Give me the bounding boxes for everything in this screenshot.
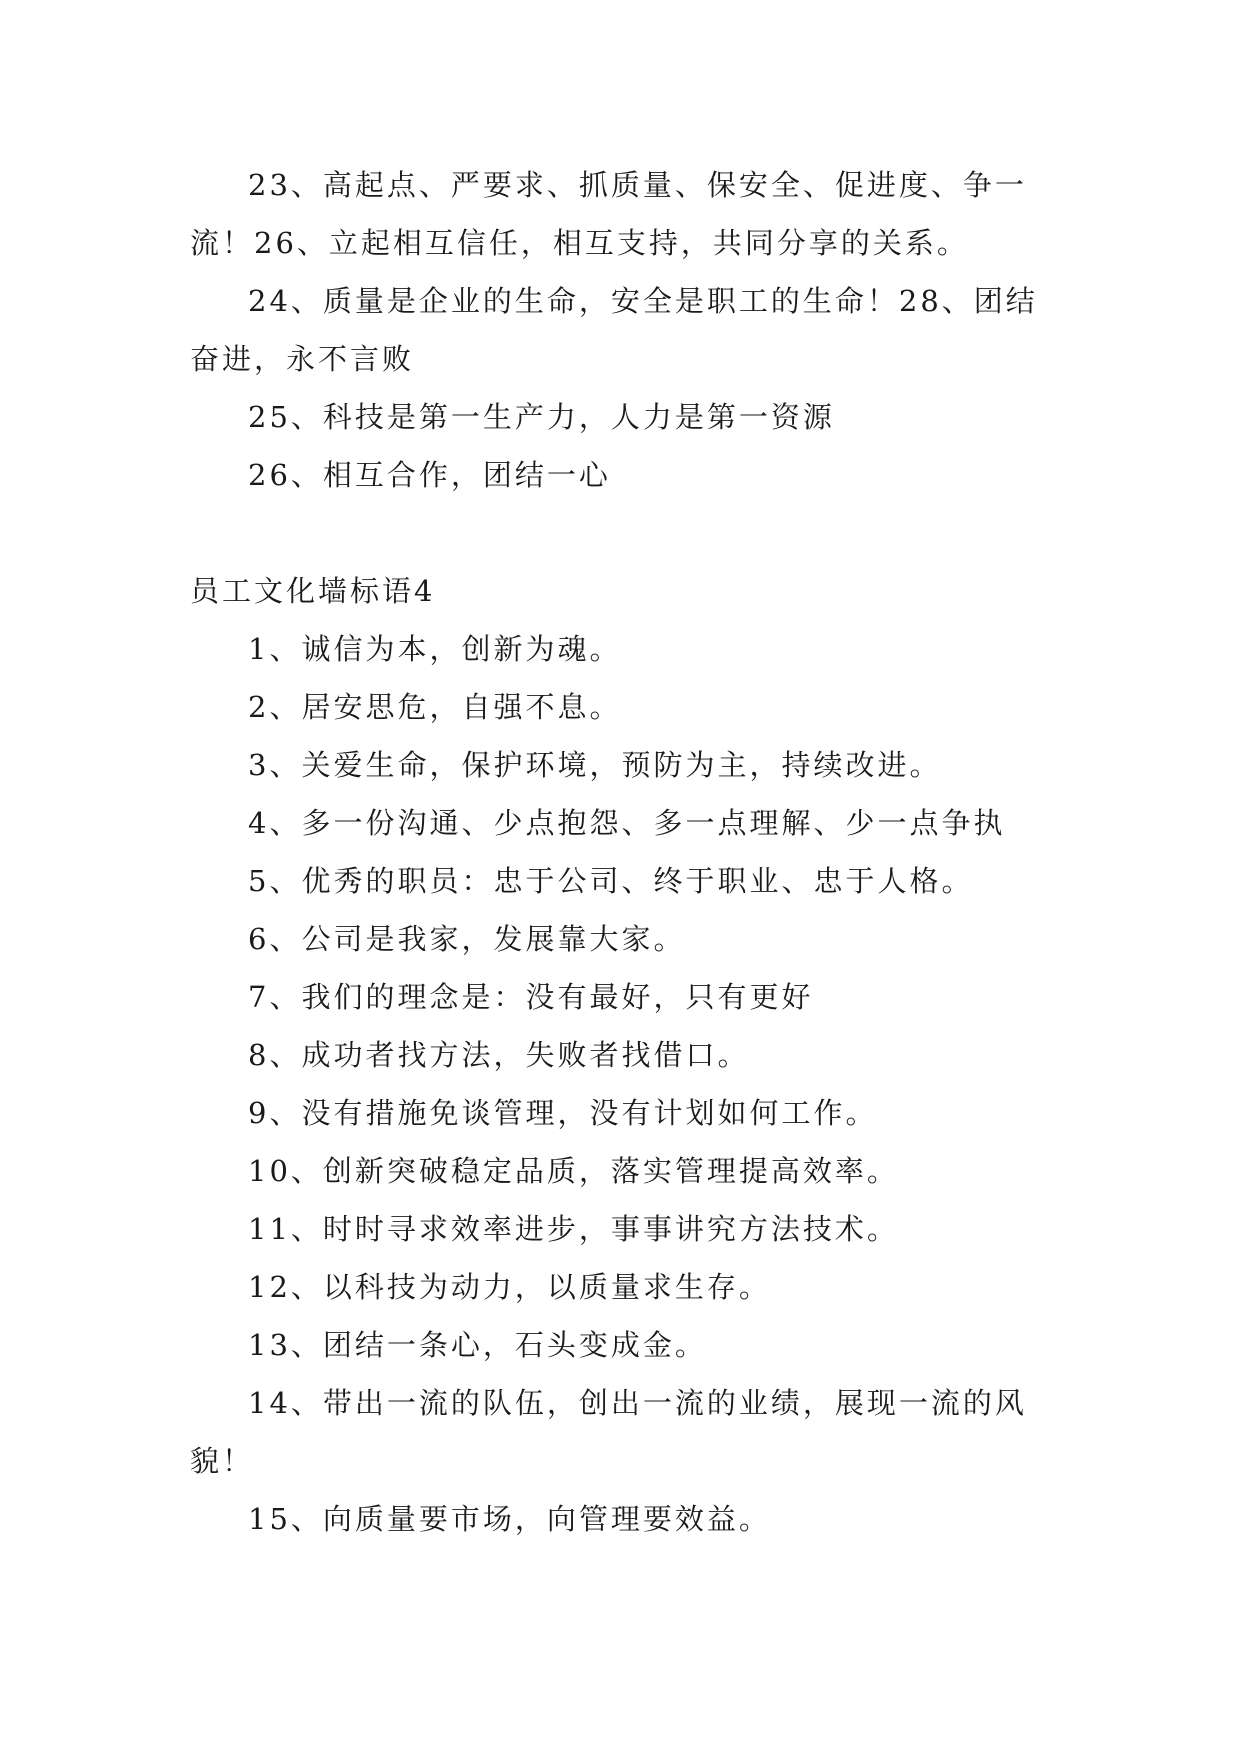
paragraph-15: 15、向质量要市场，向管理要效益。 (248, 1502, 771, 1536)
list-item: 8、成功者找方法，失败者找借口。 (248, 1038, 750, 1072)
list-item: 13、团结一条心，石头变成金。 (248, 1328, 707, 1362)
list-item: 1、诚信为本，创新为魂。 (248, 632, 622, 666)
list-item: 5、优秀的职员：忠于公司、终于职业、忠于人格。 (248, 864, 974, 898)
list-item: 4、多一份沟通、少点抱怨、多一点理解、少一点争执 (248, 806, 1006, 840)
paragraph-25: 25、科技是第一生产力，人力是第一资源 (248, 400, 835, 434)
paragraph-26: 26、相互合作，团结一心 (248, 458, 611, 492)
list-item: 6、公司是我家，发展靠大家。 (248, 922, 686, 956)
list-item: 9、没有措施免谈管理，没有计划如何工作。 (248, 1096, 878, 1130)
list-item: 3、关爱生命，保护环境，预防为主，持续改进。 (248, 748, 942, 782)
paragraph-23: 23、高起点、严要求、抓质量、保安全、促进度、争一流！26、立起相互信任，相互支持，共同分享的关系。 (190, 168, 1027, 260)
list-item: 10、创新突破稳定品质，落实管理提高效率。 (248, 1154, 899, 1188)
section-heading: 员工文化墙标语4 (190, 574, 436, 608)
list-item: 11、时时寻求效率进步，事事讲究方法技术。 (248, 1212, 899, 1246)
list-item: 2、居安思危，自强不息。 (248, 690, 622, 724)
list-item: 7、我们的理念是：没有最好，只有更好 (248, 980, 814, 1014)
list-item: 12、以科技为动力，以质量求生存。 (248, 1270, 771, 1304)
paragraph-14: 14、带出一流的队伍，创出一流的业绩，展现一流的风貌！ (190, 1386, 1027, 1478)
paragraph-24: 24、质量是企业的生命，安全是职工的生命！28、团结奋进，永不言败 (190, 284, 1038, 376)
